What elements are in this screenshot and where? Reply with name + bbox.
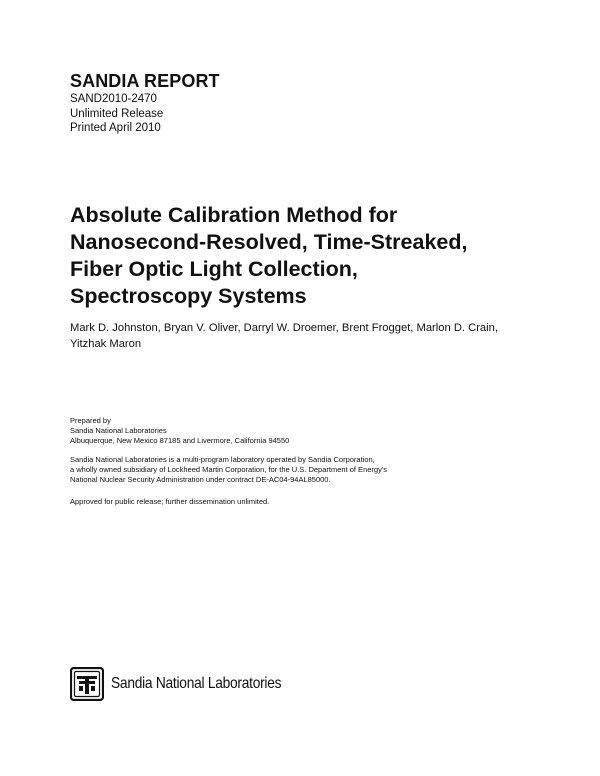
prepared-line: Sandia National Laboratories <box>70 426 167 436</box>
report-number: SAND2010-2470 <box>70 93 157 105</box>
sandia-logo <box>70 667 309 701</box>
contract-line: Sandia National Laboratories is a multi-program laboratory operated by Sandia Corporation, <box>70 455 375 464</box>
report-header <box>70 70 220 136</box>
prepared-by-block <box>70 416 550 447</box>
approval-statement: Approved for public release; further dissemination unlimited. <box>70 497 270 506</box>
author-list <box>70 321 570 352</box>
report-title <box>70 202 570 310</box>
release-status: Unlimited Release <box>70 107 164 120</box>
sandia-logo-text: Sandia National Laboratories <box>111 675 282 692</box>
contract-line: a wholly owned subsidiary of Lockheed Martin Corporation, for the U.S. Department of Energy's <box>70 464 388 474</box>
report-label: SANDIA REPORT <box>70 71 220 91</box>
contract-line: National Nuclear Security Administration under contract DE-AC04-94AL85000. <box>70 474 331 484</box>
prepared-line: Prepared by <box>70 416 111 425</box>
title-line: Absolute Calibration Method for <box>70 203 398 227</box>
prepared-line: Albuquerque, New Mexico 87185 and Livermore, California 94550 <box>70 436 290 446</box>
title-line: Spectroscopy Systems <box>70 284 307 308</box>
author-line: Yitzhak Maron <box>70 337 142 350</box>
sandia-thunderbird-logo-icon <box>70 667 104 701</box>
author-line: Mark D. Johnston, Bryan V. Oliver, Darryl W. Droemer, Brent Frogget, Marlon D. Crain, <box>70 322 498 334</box>
title-line: Fiber Optic Light Collection, <box>70 257 358 281</box>
contract-statement <box>70 455 550 484</box>
title-line: Nanosecond-Resolved, Time-Streaked, <box>70 230 468 254</box>
printed-date: Printed April 2010 <box>70 122 161 134</box>
